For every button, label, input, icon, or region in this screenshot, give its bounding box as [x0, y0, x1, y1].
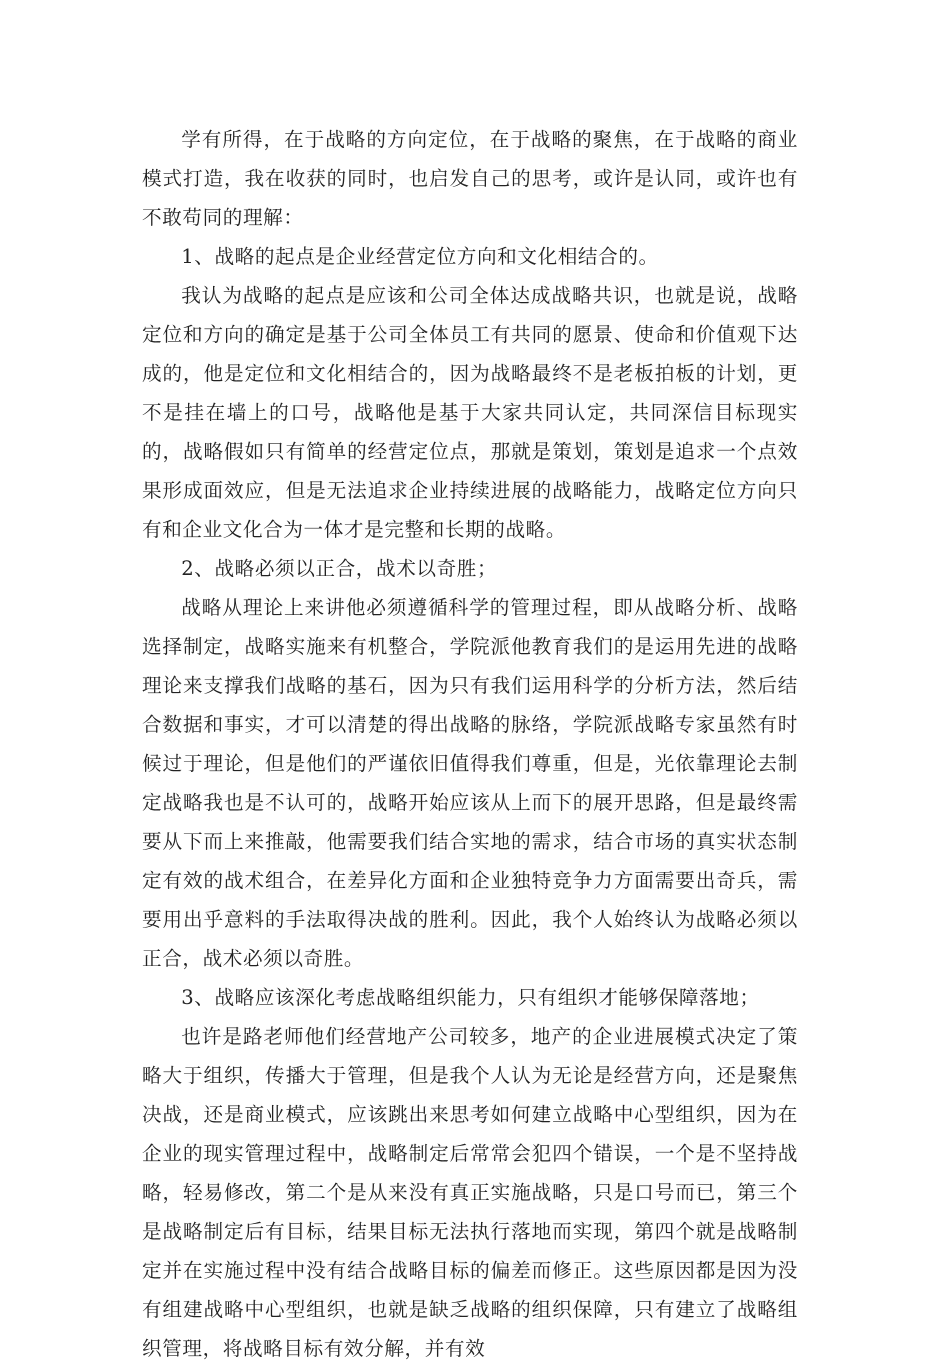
- document-body: [142, 120, 798, 1368]
- section-heading-2: 2、战略必须以正合，战术以奇胜；: [181, 557, 498, 580]
- paragraph-intro: 学有所得，在于战略的方向定位，在于战略的聚焦，在于战略的商业模式打造，我在收获的同时，也启发自己的思考，或许是认同，或许也有不敢苟同的理解：: [142, 128, 798, 229]
- paragraph-section-3: 也许是路老师他们经营地产公司较多，地产的企业进展模式决定了策略大于组织，传播大于管理，但是我个人认为无论是经营方向，还是聚焦决战，还是商业模式，应该跳出来思考如何建立战略中心型组织，因为在企业的现实管理过程中，战略制定后常常会犯四个错误，一个是不坚持战略，轻易修改，第二个是从来没有真正实施战略，只是口号而已，第三个是战略制定后有目标，结果目标无法执行落地而实现，第四个就是战略制定并在实施过程中没有结合战略目标的偏差而修正。这些原因都是因为没有组建战略中心型组织，也就是缺乏战略的组织保障，只有建立了战略组织管理，将战略目标有效分解，并有效: [142, 1025, 798, 1360]
- paragraph-section-2: 战略从理论上来讲他必须遵循科学的管理过程，即从战略分析、战略选择制定，战略实施来有机整合，学院派他教育我们的是运用先进的战略理论来支撑我们战略的基石，因为只有我们运用科学的分析方法，然后结合数据和事实，才可以清楚的得出战略的脉络，学院派战略专家虽然有时候过于理论，但是他们的严谨依旧值得我们尊重，但是，光依靠理论去制定战略我也是不认可的，战略开始应该从上而下的展开思路，但是最终需要从下而上来推敲，他需要我们结合实地的需求，结合市场的真实状态制定有效的战术组合，在差异化方面和企业独特竞争力方面需要出奇兵，需要用出乎意料的手法取得决战的胜利。因此，我个人始终认为战略必须以正合，战术必须以奇胜。: [142, 596, 798, 970]
- section-heading-3: 3、战略应该深化考虑战略组织能力，只有组织才能够保障落地；: [181, 986, 760, 1009]
- section-heading-1: 1、战略的起点是企业经营定位方向和文化相结合的。: [181, 245, 659, 268]
- paragraph-section-1: 我认为战略的起点是应该和公司全体达成战略共识，也就是说，战略定位和方向的确定是基于公司全体员工有共同的愿景、使命和价值观下达成的，他是定位和文化相结合的，因为战略最终不是老板拍板的计划，更不是挂在墙上的口号，战略他是基于大家共同认定，共同深信目标现实的，战略假如只有简单的经营定位点，那就是策划，策划是追求一个点效果形成面效应，但是无法追求企业持续进展的战略能力，战略定位方向只有和企业文化合为一体才是完整和长期的战略。: [142, 284, 798, 541]
